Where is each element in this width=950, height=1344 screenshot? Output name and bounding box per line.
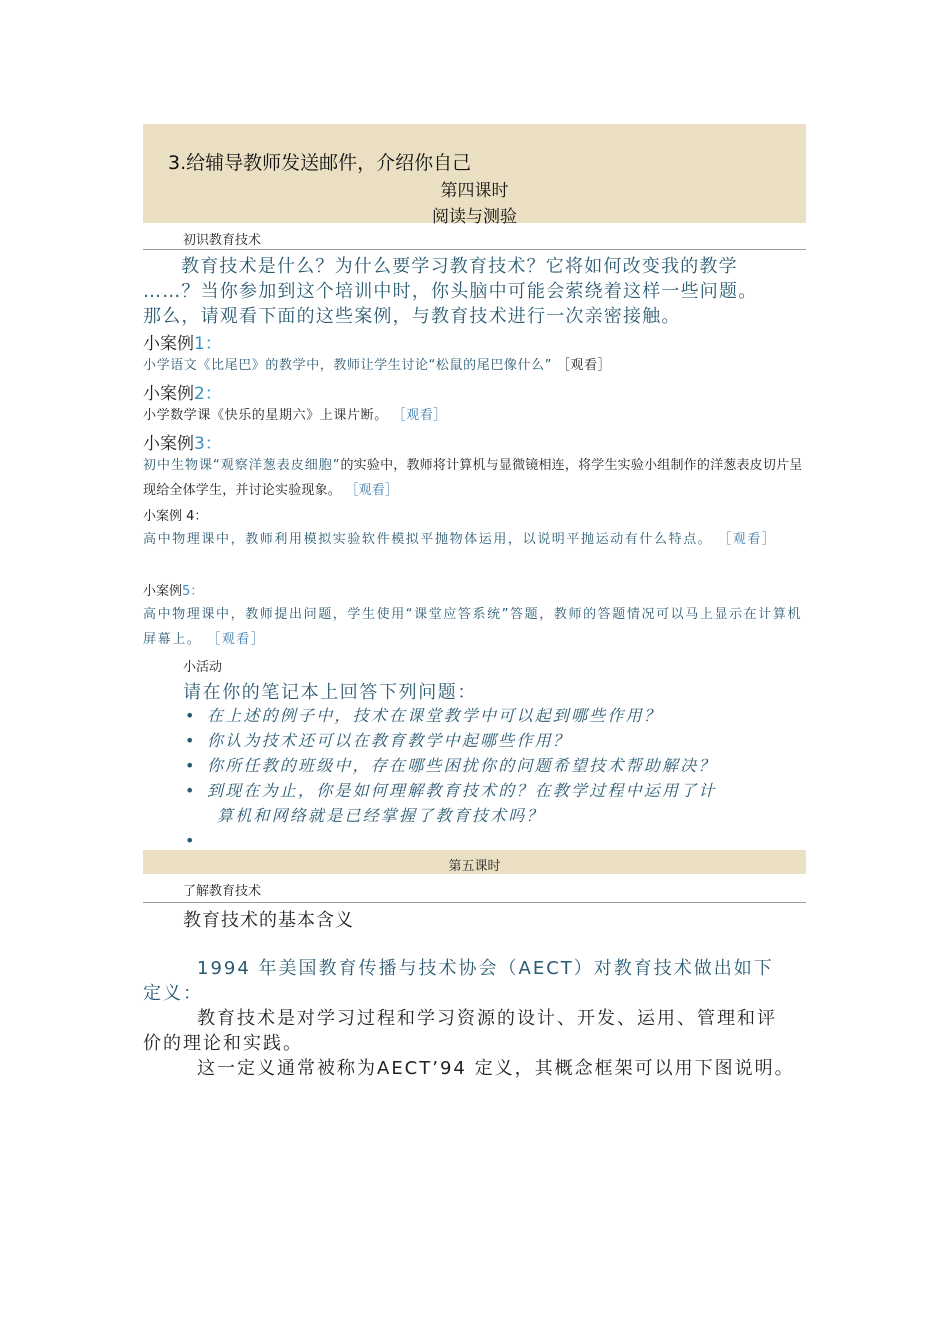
watch-link[interactable]: ［观看］ [392,408,447,423]
case-1-text [143,353,808,378]
bullet-icon: • [185,756,197,775]
definition-title: 教育技术的基本含义 [183,910,354,931]
question-item [183,728,803,753]
divider [143,249,806,250]
case-description: 小学数学课《快乐的星期六》上课片断。 [143,408,388,423]
case-4-heading: 小案例 4： [143,509,208,524]
step-heading: 3.给辅导教师发送邮件，介绍你自己 [168,152,472,174]
definition-note [143,1056,813,1081]
intro-line: ……？当你参加到这个培训中时，你头脑中可能会萦绕着这样一些问题。 [143,281,758,302]
activity-heading: 小活动 [183,660,223,675]
lesson-subtitle: 阅读与测验 [432,207,517,227]
definition-line: 定义： [143,983,203,1004]
watch-link[interactable]: ［观看］ [207,632,266,647]
case-number: 2： [194,384,222,404]
question-list [183,703,803,853]
bullet-icon: • [185,731,197,750]
watch-link[interactable]: ［观看］ [345,483,399,498]
case-description: 高中物理课中，教师利用模拟实验软件模拟平抛物体运用，以说明平抛运动有什么特点。 [143,532,713,547]
case-1-heading [143,329,222,354]
case-2-text [143,403,808,428]
question-text: 在上述的例子中，技术在课堂教学中可以起到哪些作用？ [207,706,663,725]
question-text: 你认为技术还可以在教育教学中起哪些作用？ [207,731,572,750]
case-label: 小案例 [143,434,194,454]
case-description: 小学语文《比尾巴》的教学中，教师让学生讨论“松鼠的尾巴像什么” [143,358,553,373]
case-5-heading [143,580,203,599]
activity-prompt: 请在你的笔记本上回答下列问题： [183,682,477,703]
question-text: 到现在为止，你是如何理解教育技术的？在教学过程中运用了计 [207,781,717,800]
definition-line: 这一定义通常被称为AECT’94 定义，其概念框架可以用下图说明。 [197,1058,795,1079]
bullet-icon: • [185,781,197,800]
intro-line: 那么，请观看下面的这些案例，与教育技术进行一次亲密接触。 [143,306,681,327]
question-item [183,753,803,778]
bullet-icon: • [185,706,197,725]
lesson-5-title: 第五课时 [448,859,501,874]
section-heading-intro: 初识教育技术 [183,233,262,248]
case-2-heading [143,379,222,404]
case-label: 小案例 [143,584,183,599]
bullet-icon: • [185,831,197,850]
intro-paragraph [143,254,813,329]
case-label: 小案例 [143,334,194,354]
case-3-text [143,453,808,503]
case-number: 1： [194,334,222,354]
watch-link[interactable]: ［观看］ [718,532,777,547]
question-text: 你所任教的班级中，存在哪些困扰你的问题希望技术帮助解决？ [207,756,717,775]
definition-line: 教育技术是对学习过程和学习资源的设计、开发、运用、管理和评 [197,1008,777,1029]
question-text-continued: 算机和网络就是已经掌握了教育技术吗？ [217,806,545,825]
divider [143,902,806,903]
question-item [183,703,803,728]
definition-line: 1994 年美国教育传播与技术协会（AECT）对教育技术做出如下 [197,958,774,979]
case-label: 小案例 [143,384,194,404]
question-item [183,778,803,828]
case-3-heading [143,429,222,454]
definition-line: 价的理论和实践。 [143,1033,303,1054]
case-5-text [143,602,808,652]
watch-link[interactable]: ［观看］ [556,358,612,373]
case-description-part: 的实验中，教师将计算机与显微镜相连，将学生实验小组制作的洋葱表皮切片呈现给全体学生，并讨论实验现象。 [143,458,803,498]
case-4-text [143,527,808,552]
lesson-title: 第四课时 [440,181,509,201]
case-number: 3： [194,434,222,454]
definition-intro [143,956,813,1006]
section-heading-understand: 了解教育技术 [183,884,262,899]
case-description-part: 初中生物课“观察洋葱表皮细胞” [143,458,341,473]
case-number: 5： [182,584,204,599]
case-description: 高中物理课中，教师提出问题，学生使用“课堂应答系统”答题，教师的答题情况可以马上显示在计算机屏幕上。 [143,607,803,647]
definition-body [143,1006,813,1056]
intro-line: 教育技术是什么？为什么要学习教育技术？它将如何改变我的教学 [181,256,738,277]
